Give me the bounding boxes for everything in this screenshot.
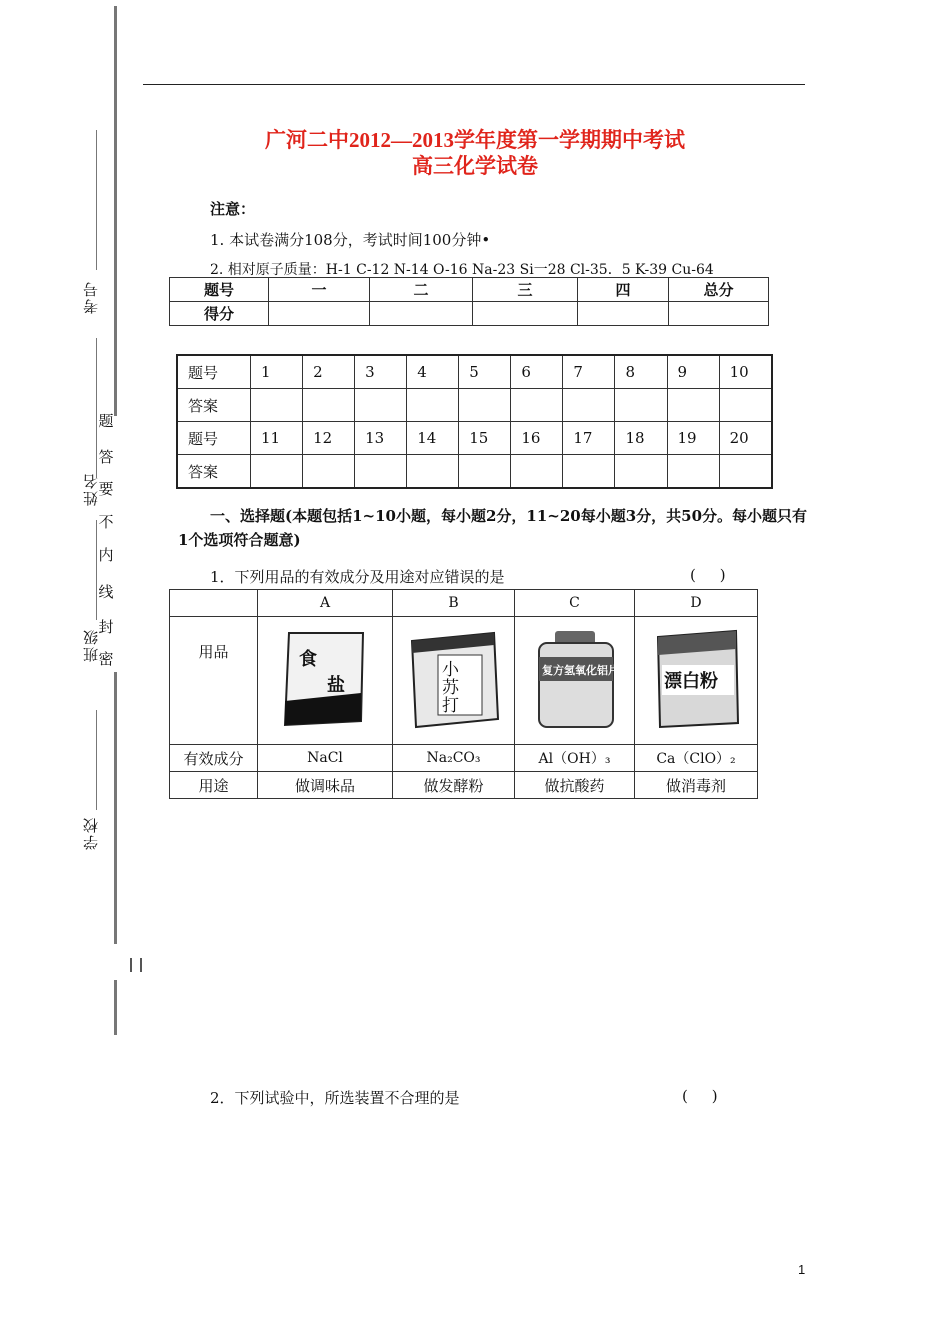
question-number: 11 [251,422,303,455]
score-header: 三 [473,278,578,302]
name-label: 姓名 [82,472,100,506]
question-number: 6 [511,355,563,389]
score-header: 一 [269,278,370,302]
use-value: 做调味品 [258,772,393,799]
answer-cell[interactable] [355,455,407,489]
question-number: 2 [303,355,355,389]
answer-cell[interactable] [511,455,563,489]
use-value: 做抗酸药 [515,772,635,799]
exam-title: 广河二中2012—2013学年度第一学期期中考试 [265,128,685,152]
answer-row-label: 题号 [177,422,251,455]
answer-row-label: 答案 [177,455,251,489]
question-number: 10 [719,355,772,389]
answer-cell[interactable] [251,389,303,422]
answer-cell[interactable] [615,455,667,489]
answer-cell[interactable] [303,455,355,489]
answer-cell[interactable] [459,455,511,489]
answer-cell[interactable] [511,389,563,422]
question-number: 18 [615,422,667,455]
answer-row-label: 题号 [177,355,251,389]
seal-char-8: 题 [98,412,114,430]
question-number: 15 [459,422,511,455]
question-number: 3 [355,355,407,389]
binding-line-mid [114,672,117,944]
component-value: Ca（ClO）₂ [635,745,758,772]
seal-char-7: 答 [98,448,114,466]
question-number: 19 [667,422,719,455]
answer-cell[interactable] [719,389,772,422]
use-value: 做消毒剂 [635,772,758,799]
answer-cell[interactable] [251,455,303,489]
section-heading: 一、选择题(本题包括1~10小题，每小题2分，11~20每小题3分，共50分。每小题只有1个选项符合题意) [178,507,808,549]
answer-cell[interactable] [563,389,615,422]
score-cell[interactable] [370,302,473,326]
binding-mark [130,958,142,972]
product-label-soda-3: 打 [441,695,459,716]
answer-row-label: 答案 [177,389,251,422]
seal-char-3: 线 [98,583,114,601]
class-label: 班级 [82,628,100,662]
product-label-antacid: 复方氢氧化铝片 [541,663,619,677]
option-header: B [393,590,515,617]
seal-char-4: 内 [98,546,114,564]
product-image-salt [258,617,393,745]
product-image-bleach [635,617,758,745]
answer-cell[interactable] [719,455,772,489]
seal-char-2: 封 [98,618,114,636]
product-image-antacid [515,617,635,745]
answer-cell[interactable] [667,455,719,489]
score-header: 题号 [170,278,269,302]
product-table-corner [170,590,258,617]
product-label-soda-2: 苏 [441,677,459,698]
answer-cell[interactable] [459,389,511,422]
answer-cell[interactable] [667,389,719,422]
school-label: 学校 [82,816,100,850]
question-number: 7 [563,355,615,389]
notes-item-2: 2. 相对原子质量：H-1 C-12 N-14 O-16 Na-23 Si一28 Cl-35．5 K-39 Cu-64 [210,262,714,278]
seal-char-5: 不 [98,513,114,531]
question-number: 8 [615,355,667,389]
notes-heading: 注意： [210,200,256,218]
question-number: 5 [459,355,511,389]
answer-cell[interactable] [615,389,667,422]
row-label-component: 有效成分 [170,745,258,772]
question-number: 20 [719,422,772,455]
question-number: 4 [407,355,459,389]
score-header: 总分 [669,278,769,302]
seal-char-6: 要 [98,480,114,498]
product-label-soda-1: 小 [441,659,459,680]
answer-cell[interactable] [407,389,459,422]
score-cell[interactable] [669,302,769,326]
question-1-text: 1．下列用品的有效成分及用途对应错误的是 [210,568,505,586]
binding-line-bottom [114,980,117,1035]
question-number: 16 [511,422,563,455]
question-number: 1 [251,355,303,389]
score-cell[interactable] [269,302,370,326]
question-number: 17 [563,422,615,455]
score-cell[interactable] [578,302,669,326]
product-label-salt-1: 食 [299,648,317,670]
component-value: Na₂CO₃ [393,745,515,772]
seal-char-1: 密 [98,650,114,668]
component-value: NaCl [258,745,393,772]
score-table [169,277,769,326]
question-1-answer-paren: ( ) [690,566,726,584]
question-2-text: 2．下列试验中，所选装置不合理的是 [210,1089,460,1107]
score-header: 四 [578,278,669,302]
product-label-salt-2: 盐 [327,674,345,696]
header-rule [143,84,805,85]
score-header: 二 [370,278,473,302]
answer-cell[interactable] [303,389,355,422]
exam-no-label: 考号 [82,280,100,314]
option-header: A [258,590,393,617]
product-image-baking-soda [393,617,515,745]
school-underline [96,710,97,810]
option-header: C [515,590,635,617]
question-number: 12 [303,422,355,455]
answer-cell[interactable] [407,455,459,489]
question-number: 13 [355,422,407,455]
product-label-bleach: 漂白粉 [664,670,718,692]
row-label-use: 用途 [170,772,258,799]
class-underline [96,520,97,620]
question-number: 14 [407,422,459,455]
question-2-answer-paren: ( ) [682,1087,718,1105]
question-number: 9 [667,355,719,389]
score-cell[interactable] [473,302,578,326]
answer-table [176,354,773,489]
option-header: D [635,590,758,617]
binding-line-top [114,6,117,416]
answer-cell[interactable] [355,389,407,422]
score-row-label: 得分 [170,302,269,326]
answer-cell[interactable] [563,455,615,489]
exam-subtitle: 高三化学试卷 [412,154,538,178]
notes-item-1: 1. 本试卷满分108分，考试时间100分钟• [210,231,491,249]
use-value: 做发酵粉 [393,772,515,799]
product-table [169,589,758,799]
component-value: Al（OH）₃ [515,745,635,772]
page-number: 1 [798,1262,806,1277]
row-label-item: 用品 [170,617,258,745]
